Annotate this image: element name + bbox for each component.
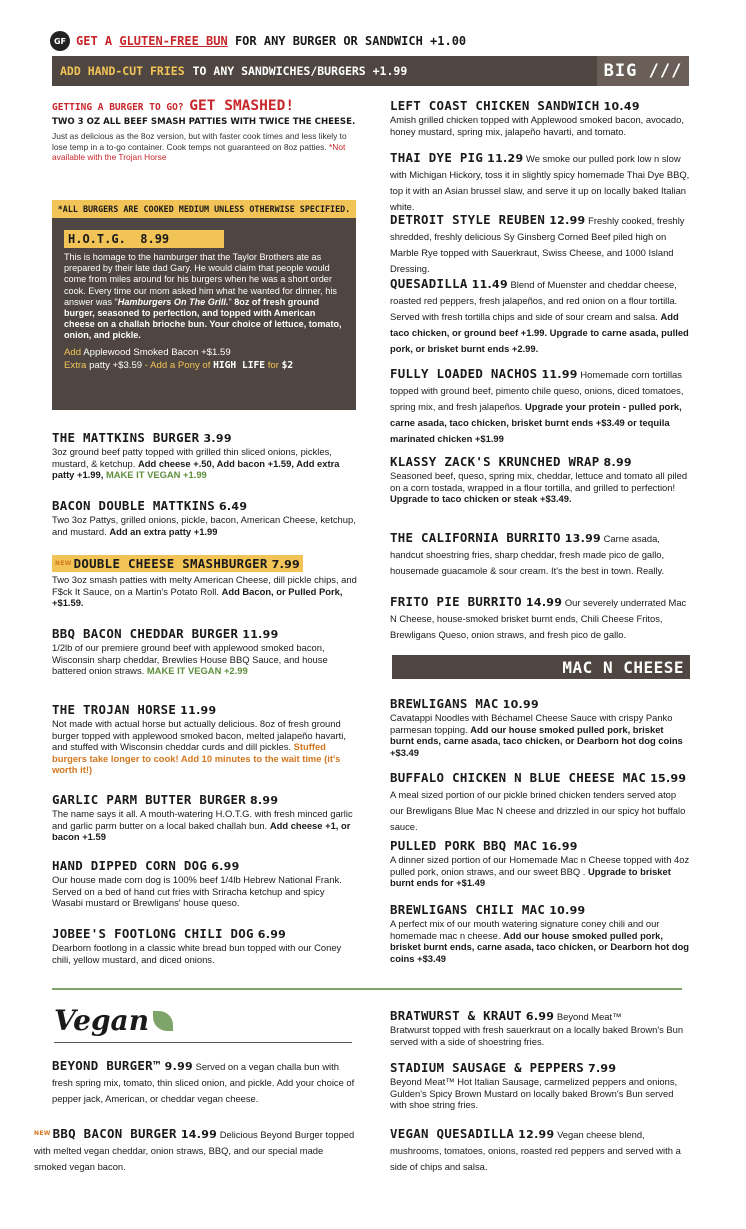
menu-item-garlic-parm-butter-burger: GARLIC PARM BUTTER BURGER 8.99 The name says it all. A mouth-watering H.O.T.G. with fresh minced garlic and garlic parm butter on a local baked challah bun. Add cheese +1, or bacon +1.59 xyxy=(52,792,353,843)
menu-item-mattkins-burger: THE MATTKINS BURGER 3.99 3oz ground beef patty topped with grilled thin sliced onions, pickles, mustard, & ketchup. Add cheese +.50, Add bacon +1.59, Add extra patty +1.99, MAKE IT VEGAN +1.99 xyxy=(52,430,340,481)
menu-item-brewligans-chili-mac: BREWLIGANS CHILI MAC 10.99 A perfect mix of our mouth watering signature coney chili and our homemade mac n cheese. Add our house smoked pulled pork, brisket burnt ends, carne asada, taco chicken, or Dearborn hot dog coins +$3.49 xyxy=(390,902,690,964)
section-divider xyxy=(52,988,682,990)
new-badge: NEW xyxy=(34,1130,51,1137)
menu-item-stadium-sausage-peppers: STADIUM SAUSAGE & PEPPERS 7.99 Beyond Meat™ Hot Italian Sausage, carmelized peppers and onions, Gulden's Spicy Brown Mustard on locally baked Brown's Bun served with shoe string fries. xyxy=(390,1060,678,1111)
menu-item-buffalo-chicken-mac: BUFFALO CHICKEN N BLUE CHEESE MAC 15.99 A meal sized portion of our pickle brined chicken tenders served atop our Brewligans Blue Mac N cheese and drizzled in our spicy hot buffalo sauce. xyxy=(390,770,687,832)
menu-item-detroit-style-reuben: DETROIT STYLE REUBEN 12.99 Freshly cooked, freshly shredded, freshly delicious Sy Ginsberg Corned Beef piled high on Marble Rye topped with Sauerkraut, Swiss Cheese, and 1000 Island Dressing. xyxy=(390,212,685,274)
hand-cut-fries-bar: ADD HAND-CUT FRIES TO ANY SANDWICHES/BURGERS +1.99 BIG /// xyxy=(52,56,689,86)
vegan-logo: Vegan xyxy=(54,1004,173,1037)
menu-item-fully-loaded-nachos: FULLY LOADED NACHOS 11.99 Homemade corn tortillas topped with ground beef, pimento chile queso, onions, diced tomatoes, spring mix, and fresh jalapeños. Upgrade your protein - pulled pork, carne asada, taco chicken, brisket burnt ends +$3.49 or tequila marinated chicken +$1.99 xyxy=(390,366,684,444)
menu-item-frito-pie-burrito: FRITO PIE BURRITO 14.99 Our severely underrated Mac N Cheese, house-smoked brisket burnt ends, Chili Cheese Fritos, Brewligans Queso, onion straws, and fresh pico de gallo. xyxy=(390,594,687,640)
leaf-icon xyxy=(153,1011,173,1031)
section-heading-big: BIG /// xyxy=(597,56,689,86)
menu-item-california-burrito: THE CALIFORNIA BURRITO 13.99 Carne asada, handcut shoestring fries, sharp cheddar, fresh made pico de gallo, housemade guacamole & sour cream. It's the best in town. Really. xyxy=(390,530,665,576)
menu-item-pulled-pork-bbq-mac: PULLED PORK BBQ MAC 16.99 A dinner sized portion of our Homemade Mac n Cheese topped with 4oz pulled pork, onion straws, and our sweet BBQ . Upgrade to brisket burnt ends for +$1.49 xyxy=(390,838,690,889)
gluten-free-icon: GF xyxy=(50,31,70,51)
menu-item-bratwurst-kraut: BRATWURST & KRAUT 6.99 Beyond Meat™ Bratwurst topped with fresh sauerkraut on a locally baked Brown's Bun served with a side of shoestring fries. xyxy=(390,1008,684,1047)
menu-item-left-coast-chicken: LEFT COAST CHICKEN SANDWICH 10.49 Amish grilled chicken topped with Applewood smoked bacon, avocado, honey mustard, spring mix, jalapeño havarti, and tomato. xyxy=(390,98,684,137)
hotg-title: H.O.T.G. 8.99 xyxy=(64,230,224,248)
menu-item-bacon-double-mattkins: BACON DOUBLE MATTKINS 6.49 Two 3oz Pattys, grilled onions, pickle, bacon, American Cheese, ketchup, and mustard. Add an extra patty +1.99 xyxy=(52,498,356,537)
menu-item-vegan-bbq-bacon-burger: $^{NEW}$ BBQ BACON BURGER 14.99 Delicious Beyond Burger topped with melted vegan cheddar, onion straws, BBQ, and our special made smoked vegan bacon. xyxy=(34,1126,355,1172)
menu-item-quesadilla: QUESADILLA 11.49 Blend of Muenster and cheddar cheese, roasted red peppers, fresh jalapeños, and red onion on a flour tortilla. Served with fresh tortilla chips and side of sour cream and salsa. Add taco chicken, or ground beef +1.99. Upgrade to carne asada, pulled pork, or brisket burnt ends +2.99. xyxy=(390,276,689,354)
menu-item-double-cheese-smashburger: $^{NEW}$ DOUBLE CHEESE SMASHBURGER 7.99 Two 3oz smash patties with melty American Cheese, dill pickle chips, and F$ck It Sauce, on a Martin's Potato Roll. Add Bacon, or Pulled Pork, +$1.59. xyxy=(52,556,357,609)
menu-item-klassy-zacks-wrap: KLASSY ZACK'S KRUNCHED WRAP 8.99 Seasoned beef, queso, spring mix, cheddar, lettuce and tomato all piled on a corn tostada, wrapped in a flour tortilla, and grilled to perfection! Upgrade to taco chicken or steak +$3.49. xyxy=(390,454,688,505)
menu-item-vegan-quesadilla: VEGAN QUESADILLA 12.99 Vegan cheese blend, mushrooms, tomatoes, onions, roasted red peppers and served with a side of chips and salsa. xyxy=(390,1126,681,1172)
menu-item-trojan-horse: THE TROJAN HORSE 11.99 Not made with actual horse but actually delicious. 8oz of fresh ground burger topped with applewood smoked bacon, melted jalapeño havarti, and stuffed with Wisconsin cheddar curds and dill pickles. Stuffed burgers take longer to cook! Add 10 minutes to the wait time (it's worth it!) xyxy=(52,702,346,776)
menu-item-jobees-footlong-chili-dog: JOBEE'S FOOTLONG CHILI DOG 6.99 Dearborn footlong in a classic white bread bun topped with our Coney chili, yellow mustard, and diced onions. xyxy=(52,926,342,965)
get-smashed-block: GETTING A BURGER TO GO? GET SMASHED! TWO 3 OZ ALL BEEF SMASH PATTIES WITH TWICE THE CHEESE. Just as delicious as the 8oz version, but with faster cook times and less likely to lose temp in a to-go container. Cook temps not guaranteed on 8oz patties. *Not available with the Trojan Horse xyxy=(52,98,356,163)
vegan-underline xyxy=(54,1042,352,1043)
menu-item-thai-dye-pig: THAI DYE PIG 11.29 We smoke our pulled pork low n slow with Michigan Hickory, toss it in slightly spicy homemade Thai Dye BBQ, top it with an Asian brussel slaw, and serve it up on locally baked Italian white. xyxy=(390,150,690,212)
menu-item-bbq-bacon-cheddar-burger: BBQ BACON CHEDDAR BURGER 11.99 1/2lb of our premiere ground beef with applewood smoked bacon, Wisconsin sharp cheddar, Brewlies House BBQ Sauce, and house battered onion straws. MAKE IT VEGAN +2.99 xyxy=(52,626,328,677)
menu-item-beyond-burger: BEYOND BURGER™ 9.99 Served on a vegan challa bun with fresh spring mix, tomato, thin sliced onion, and pickle. Add your choice of pepper jack, American, or cheddar vegan cheese. xyxy=(52,1058,355,1104)
gluten-free-banner: GF GET A GLUTEN-FREE BUN FOR ANY BURGER OR SANDWICH +1.00 xyxy=(50,30,690,52)
menu-item-hand-dipped-corn-dog: HAND DIPPED CORN DOG 6.99 Our house made corn dog is 100% beef 1/4lb Hebrew National Frank. Served on a bed of hand cut fries with Sriracha ketchup and spicy Wasabi mustard or Brewligans' house queso. xyxy=(52,858,342,909)
new-badge: NEW xyxy=(55,560,72,567)
menu-item-brewligans-mac: BREWLIGANS MAC 10.99 Cavatappi Noodles with Béchamel Cheese Sauce with crispy Panko parmesan topping. Add our house smoked pulled pork, brisket burnt ends, carne asada, taco chicken, or Dearborn hot dog coins +$3.49 xyxy=(390,696,683,758)
section-heading-mac-n-cheese: MAC N CHEESE xyxy=(392,655,690,679)
cooked-medium-note: *ALL BURGERS ARE COOKED MEDIUM UNLESS OTHERWISE SPECIFIED. xyxy=(52,200,356,218)
hotg-feature-box: H.O.T.G. 8.99 This is homage to the hamburger that the Taylor Brothers ate as prepared by their late dad Gary. He would claim that people would come from miles around for his burgers when he was a short order cook. Every time our mom asked him what he wanted for dinner, his answer was "Hamburgers On The Grill." 8oz of fresh ground burger, seasoned to perfection, and topped with American cheese on a challah brioche bun. Your choice of lettuce, tomato, onion, and pickle. Add Applewood Smoked Bacon +$1.59 Extra patty +$3.59 - Add a Pony of HIGH LIFE for $2 xyxy=(52,218,356,410)
